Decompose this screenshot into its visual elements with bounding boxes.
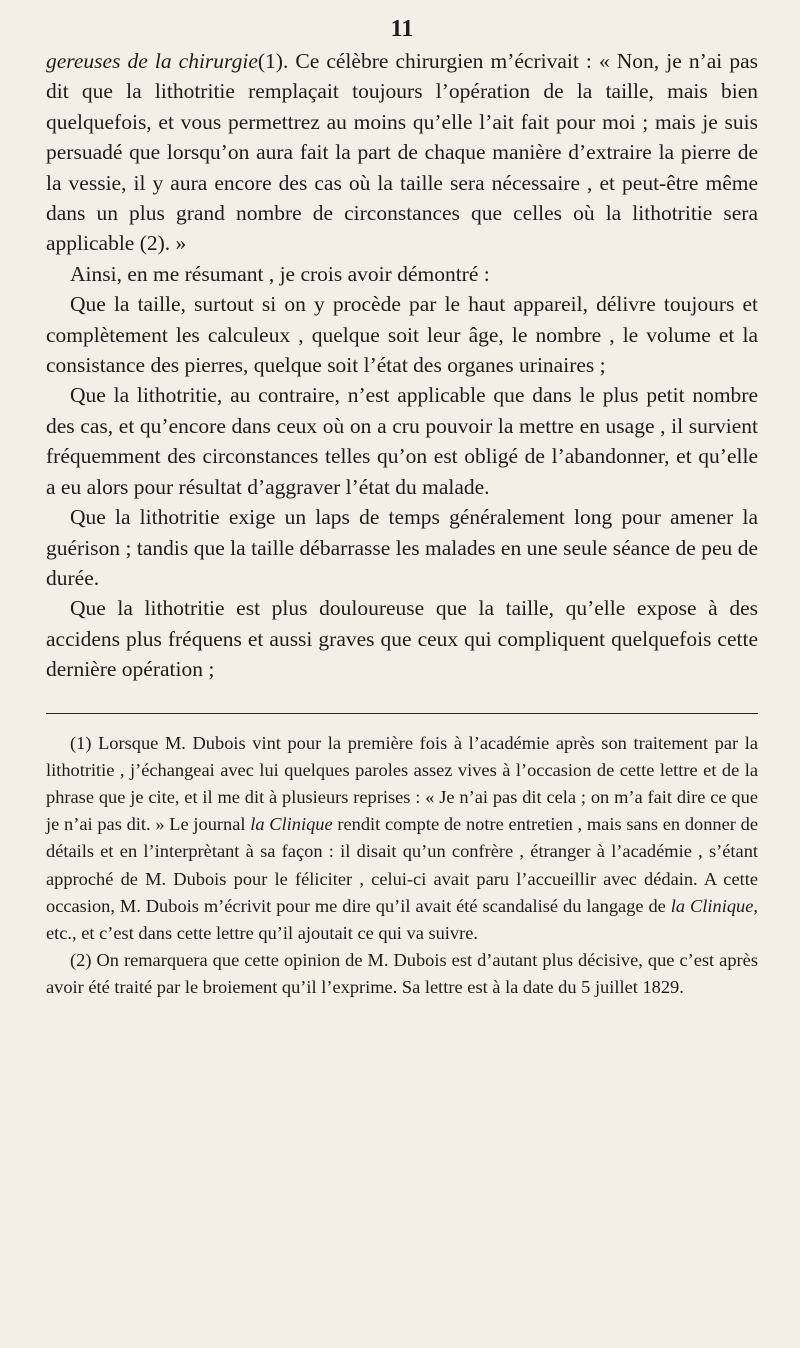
body-text <box>46 46 758 685</box>
footnote-text: On remarquera que cette opinion de M. Dubois est d’autant plus décisive, que c’est après avoir été traité par le broiement qu’il l’exprime. Sa lettre est à la date du 5 juillet 1829. <box>46 950 758 998</box>
footnotes <box>46 730 758 1002</box>
footnote-italic: la Clinique <box>250 814 333 835</box>
document-page <box>46 14 758 1002</box>
paragraph-lithotritie-time: Que la lithotritie exige un laps de temps généralement long pour amener la guérison ; tandis que la taille débarrasse les malades en une seule séance de peu de durée. <box>46 505 758 590</box>
italic-lead: gereuses de la chirurgie <box>46 49 258 73</box>
footnote-number: (1) <box>70 732 92 753</box>
footnote-italic: la Clinique <box>670 895 754 916</box>
footnote-text: rendit compte de notre entretien , mais sans en donner de détails et en l’interprètant à sa façon : il disait qu’un confrère , étranger à l’académie , s’étant approché de M. Dubois pour le féliciter , celui-ci avait paru l’accueillir avec dédain. A cette occasion, M. Dubois m’écrivit pour me dire qu’il avait été scandalisé du langage de <box>46 814 759 916</box>
page-number: 11 <box>390 16 414 42</box>
paragraph-continuation <box>46 46 758 259</box>
paragraph-lithotritie-pain: Que la lithotritie est plus douloureuse que la taille, qu’elle expose à des accidens plus fréquens et aussi graves que ceux qui compliquent quelquefois cette dernière opération ; <box>46 596 758 682</box>
footnote-text: , etc., et c’est dans cette lettre qu’il ajoutait ce qui va suivre. <box>46 895 758 943</box>
paragraph-text: (1). Ce célèbre chirurgien m’écrivait : « Non, je n’ai pas dit que la lithotritie remplaçait toujours l’opération de la taille, mais bien quelquefois, et vous permettrez au moins qu’elle l’ait fait pour moi ; mais je suis persuadé que lorsqu’on aura fait la part de chaque manière d’extraire la pierre de la vessie, il y aura encore des cas où la taille sera nécessaire , et peut-être même dans un plus grand nombre de circonstances que celles où la lithotritie sera applicable (2). » <box>46 49 758 256</box>
paragraph-taille: Que la taille, surtout si on y procède par le haut appareil, délivre toujours et complètement les calculeux , quelque soit leur âge, le nombre , le volume et la consistance des pierres, quelque soit l’état des organes urinaires ; <box>46 292 758 378</box>
paragraph-lithotritie-cases: Que la lithotritie, au contraire, n’est applicable que dans le plus petit nombre des cas, et qu’encore dans ceux où on a cru pouvoir la mettre en usage , il survient fréquemment des circonstances telles qu’on est obligé de l’abandonner, et qu’elle a eu alors pour résultat d’aggraver l’état du malade. <box>46 383 758 499</box>
footnote-number: (2) <box>70 950 92 971</box>
paragraph-summary-intro: Ainsi, en me résumant , je crois avoir démontré : <box>70 261 490 286</box>
footnote-text: Lorsque M. Dubois vint pour la première fois à l’académie après son traitement par la lithotritie , j’échangeai avec lui quelques paroles assez vives à l’occasion de cette lettre et de la phrase que je cite, et il me dit à plusieurs reprises : « Je n’ai pas dit cela ; on m’a fait dire ce que je n’ai pas dit. » Le journal <box>46 732 758 835</box>
footnote-2 <box>46 947 758 1001</box>
footnote-divider <box>46 713 758 714</box>
footnote-1 <box>46 730 758 948</box>
